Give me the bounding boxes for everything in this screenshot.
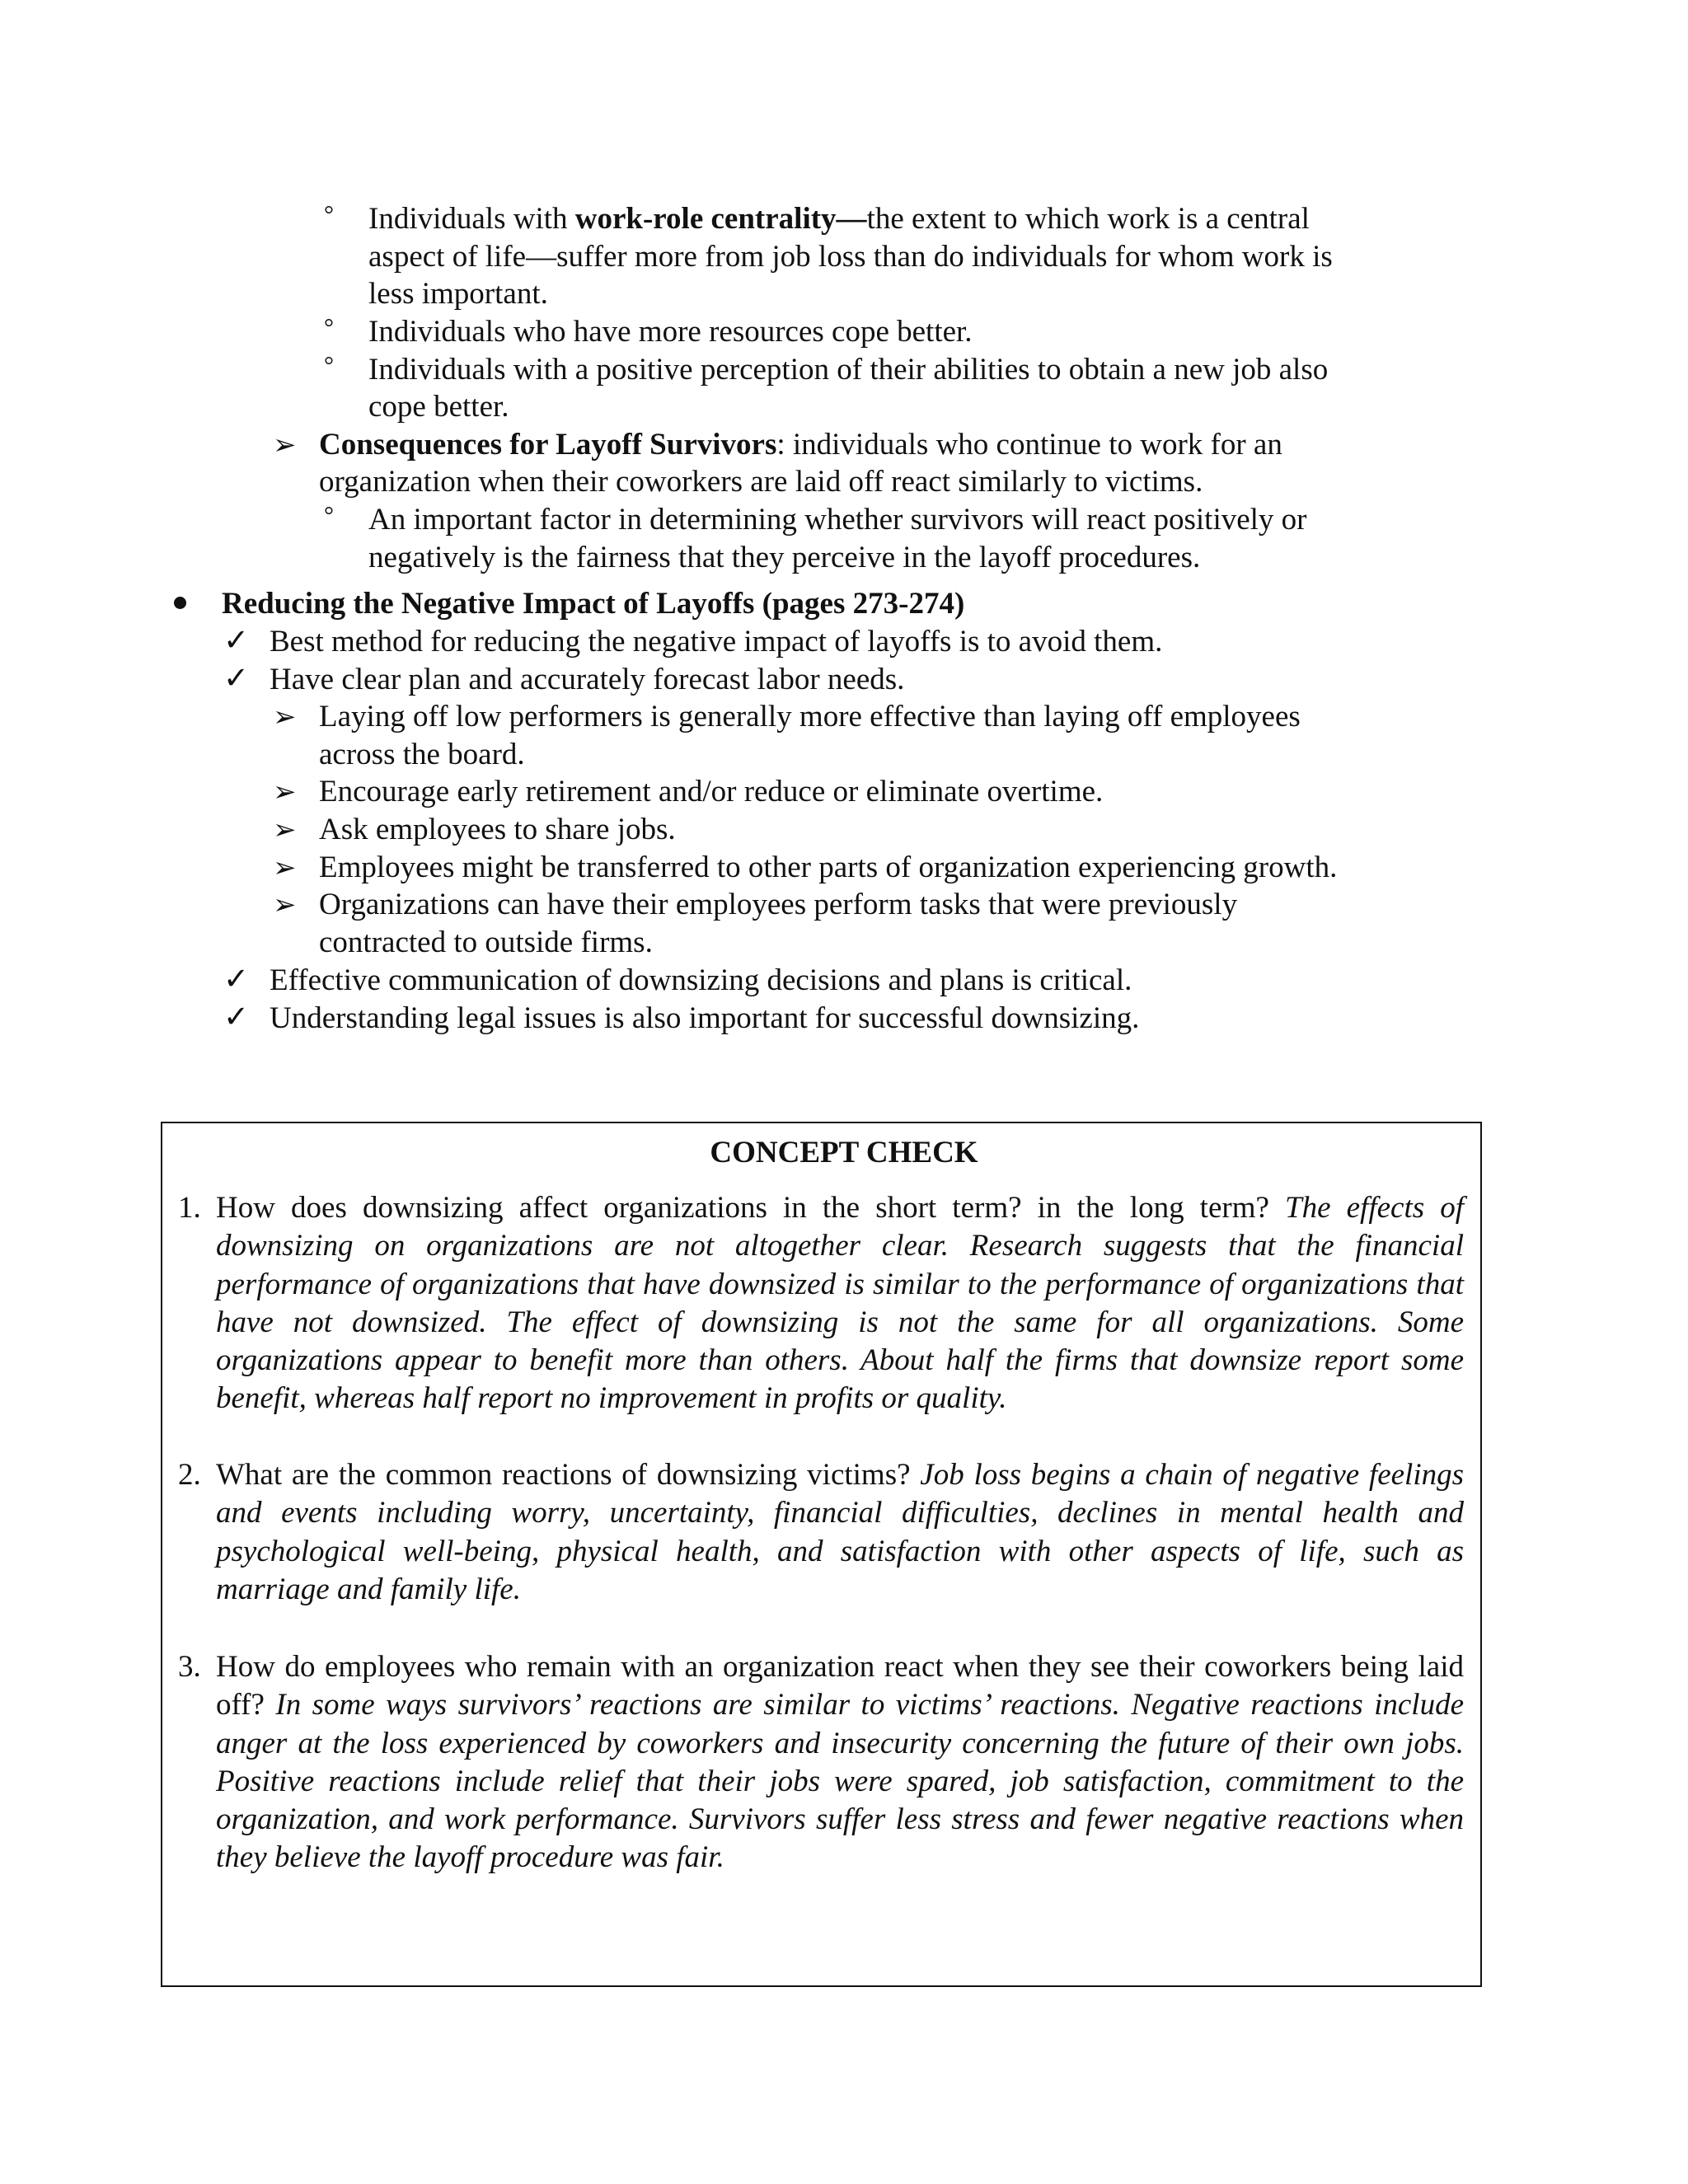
centrality-line-2: aspect of life—suffer more from job loss than do individuals for whom work is: [368, 240, 1333, 274]
question-number: 1.: [178, 1191, 201, 1225]
checkmark-icon: ✓: [223, 1001, 250, 1034]
arrow-bullet-icon: ➢: [273, 702, 297, 733]
arrow-item-transfer: Employees might be transferred to other parts of organization experiencing growth.: [319, 851, 1338, 884]
arrow-bullet-icon: ➢: [273, 890, 297, 921]
check-item-communication: Effective communication of downsizing decisions and plans is critical.: [270, 963, 1132, 997]
question-number: 3.: [178, 1650, 201, 1684]
answer-3-text: In some ways survivors’ reactions are similar to victims’ reactions. Negative reactions include anger at the loss experienced by coworkers and insecurity concerning the future of their own jobs. Positive reactions include relief that their jobs were spared, job satisfaction, commitment to the organization, and work performance. Survivors suffer less stress and fewer negative reactions when they believe the layoff procedure was fair.: [216, 1688, 1465, 1875]
checkmark-icon: ✓: [223, 624, 250, 658]
arrow-item-low-performers-1: Laying off low performers is generally more effective than laying off employees: [319, 700, 1301, 733]
answer-1-text: The effects of downsizing on organizations are not altogether clear. Research suggests that the financial performance of organizations that have downsized is similar to the performance of organizations that have not downsized. The effect of downsizing is not the same for all organizations. Some organizations appear to benefit more than others. About half the firms that downsize report some benefit, whereas half report no improvement in profits or quality.: [216, 1191, 1464, 1416]
degree-bullet-icon: °: [324, 201, 334, 228]
question-1-text: How does downsizing affect organizations in the short term? in the long term?: [216, 1191, 1269, 1225]
bullet-dot-icon: [174, 597, 186, 609]
degree-bullet-icon: °: [324, 502, 334, 529]
concept-check-title: CONCEPT CHECK: [710, 1136, 978, 1169]
resources-line: Individuals who have more resources cope better.: [368, 315, 973, 349]
perception-line-2: cope better.: [368, 390, 509, 424]
perception-line-1: Individuals with a positive perception of their abilities to obtain a new job also: [368, 353, 1329, 387]
survivors-line-2: organization when their coworkers are laid off react similarly to victims.: [319, 465, 1203, 499]
centrality-line-3: less important.: [368, 277, 548, 311]
question-1: [216, 1189, 1464, 1418]
arrow-bullet-icon: ➢: [273, 815, 297, 846]
arrow-item-low-performers-2: across the board.: [319, 738, 525, 771]
check-item-avoid: Best method for reducing the negative impact of layoffs is to avoid them.: [270, 625, 1163, 658]
question-3: [216, 1648, 1464, 1877]
answer-2-text: Job loss begins a chain of negative feelings and events including worry, uncertainty, financial difficulties, declines in mental health and psychological well-being, physical health, and satisfaction with other aspects of life, such as marriage and family life.: [216, 1458, 1464, 1606]
arrow-item-insource-2: contracted to outside firms.: [319, 926, 653, 959]
checkmark-icon: ✓: [223, 963, 250, 996]
question-2-text: What are the common reactions of downsizing victims?: [216, 1458, 911, 1492]
survivors-line-1: Consequences for Layoff Survivors: individuals who continue to work for an: [319, 428, 1282, 462]
arrow-bullet-icon: ➢: [273, 853, 297, 883]
question-3-text: How do employees who remain with an organization react when they see their coworkers being laid off?: [216, 1650, 1464, 1722]
degree-bullet-icon: °: [324, 352, 334, 379]
check-item-legal: Understanding legal issues is also important for successful downsizing.: [270, 1001, 1140, 1035]
question-2: [216, 1456, 1464, 1609]
checkmark-icon: ✓: [223, 662, 250, 696]
arrow-item-insource-1: Organizations can have their employees perform tasks that were previously: [319, 888, 1238, 921]
arrow-item-retirement: Encourage early retirement and/or reduce or eliminate overtime.: [319, 775, 1104, 808]
fairness-line-2: negatively is the fairness that they perceive in the layoff procedures.: [368, 541, 1201, 574]
question-number: 2.: [178, 1458, 201, 1492]
arrow-item-share-jobs: Ask employees to share jobs.: [319, 813, 676, 846]
check-item-plan: Have clear plan and accurately forecast labor needs.: [270, 663, 905, 696]
arrow-bullet-icon: ➢: [273, 777, 297, 808]
section-heading: Reducing the Negative Impact of Layoffs (pages 273-274): [222, 587, 965, 621]
fairness-line-1: An important factor in determining whether survivors will react positively or: [368, 503, 1307, 537]
centrality-line-1: Individuals with work-role centrality—the extent to which work is a central: [368, 202, 1310, 236]
arrow-bullet-icon: ➢: [273, 430, 297, 461]
degree-bullet-icon: °: [324, 314, 334, 341]
